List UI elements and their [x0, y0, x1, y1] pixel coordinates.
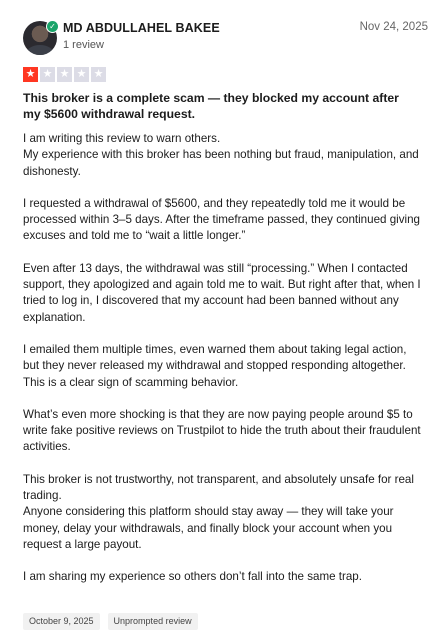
review-header	[23, 18, 428, 58]
review-paragraph: What’s even more shocking is that they are now paying people around $5 to write fake positive reviews on Trustpilot to hide the truth about their fraudulent activities.	[23, 407, 421, 454]
review-paragraph: I requested a withdrawal of $5600, and they repeatedly told me it would be processed within 3–5 days. After the timeframe passed, they continued giving excuses and told me to “wait a little longer.”	[23, 196, 420, 243]
review-body	[23, 131, 423, 602]
review-date: Nov 24, 2025	[359, 21, 428, 33]
reviewer-name[interactable]: MD ABDULLAHEL BAKEE	[63, 21, 220, 35]
review-title[interactable]: This broker is a complete scam — they blocked my account after my $5600 withdrawal request.	[23, 91, 399, 121]
review-paragraph: This broker is not trustworthy, not transparent, and absolutely unsafe for real trading. Anyone considering this platform should stay away — they will take your money, delay your withdrawals, and finally block your account when you request a large payout.	[23, 472, 414, 551]
review-paragraph: I am sharing my experience so others don’t fall into the same trap.	[23, 570, 362, 584]
star-rating	[23, 67, 106, 82]
star-icon: ★	[23, 67, 38, 82]
check-badge-icon: ✓	[46, 20, 59, 33]
review-count: 1 review	[63, 39, 104, 51]
review-tags	[23, 613, 198, 630]
unprompted-review-tag: Unprompted review	[108, 613, 198, 630]
star-icon: ★	[40, 67, 55, 82]
review-paragraph: I am writing this review to warn others. My experience with this broker has been nothing but fraud, manipulation, and dishonesty.	[23, 132, 419, 178]
star-icon: ★	[57, 67, 72, 82]
review-paragraph: Even after 13 days, the withdrawal was still “processing.” When I contacted support, they apologized and again told me to wait. But right after that, when I tried to log in, I discovered that my account had been banned without any explanation.	[23, 261, 421, 324]
star-icon: ★	[91, 67, 106, 82]
star-icon: ★	[74, 67, 89, 82]
experience-date-tag: October 9, 2025	[23, 613, 100, 630]
review-paragraph: I emailed them multiple times, even warned them about taking legal action, but they never released my withdrawal and stopped responding altogether. This is a clear sign of scamming behavior.	[23, 342, 407, 389]
